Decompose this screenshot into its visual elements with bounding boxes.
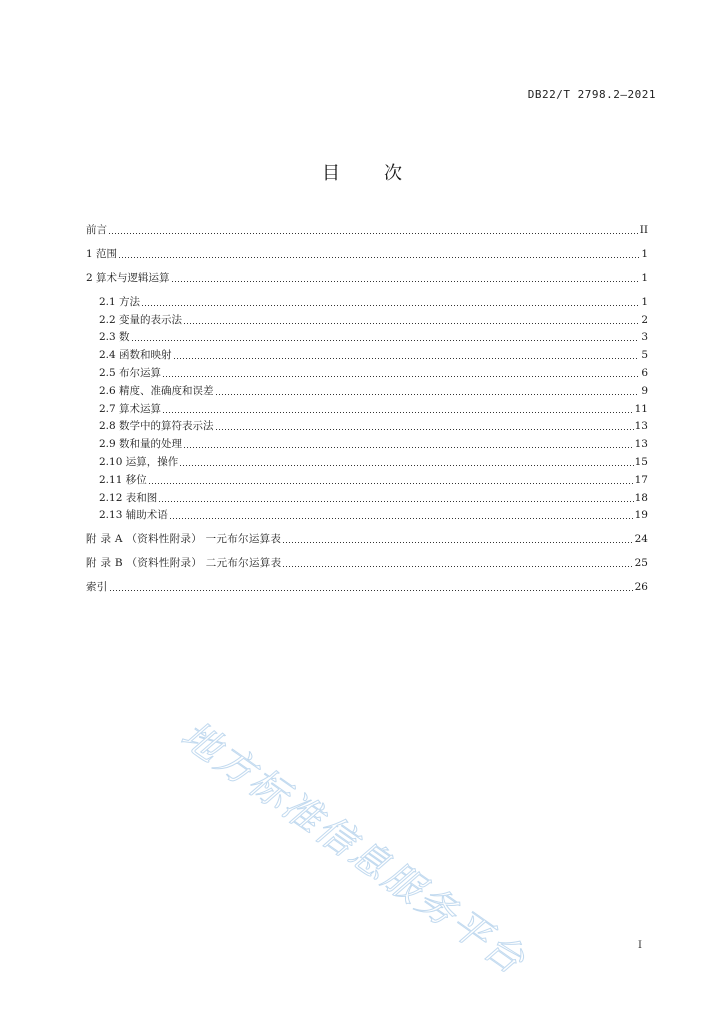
toc-entry-label: 2.3 数 xyxy=(99,331,130,344)
toc-entry-label: 2.6 精度、准确度和误差 xyxy=(99,384,214,397)
toc-entry-page: 18 xyxy=(634,491,648,504)
page-number: I xyxy=(638,940,642,951)
toc-entry-label: 索引 xyxy=(86,581,108,594)
toc-entry-label: 2.2 变量的表示法 xyxy=(99,313,183,326)
dot-leader xyxy=(282,542,633,543)
toc-entry-label: 1 范围 xyxy=(86,248,118,260)
toc-entry-label: 2.13 辅助术语 xyxy=(99,509,168,522)
dot-leader xyxy=(108,233,639,234)
toc-entry-label: 2.4 函数和映射 xyxy=(99,349,172,362)
toc-entry-2-4[interactable] xyxy=(86,343,648,361)
toc-entry-label: 2.5 布尔运算 xyxy=(99,366,162,379)
toc-entry-2-13[interactable] xyxy=(86,504,648,522)
toc-entry-appendix-a[interactable] xyxy=(86,521,648,545)
dot-leader xyxy=(183,323,639,324)
toc-entry-2-11[interactable] xyxy=(86,468,648,486)
toc-entry-page: 19 xyxy=(634,509,648,522)
dot-leader xyxy=(169,518,634,519)
dot-leader xyxy=(282,566,633,567)
toc-entry-page: 1 xyxy=(641,272,648,284)
toc-entry-page: 13 xyxy=(634,420,648,433)
toc-entry-preface[interactable] xyxy=(86,218,648,236)
dot-leader xyxy=(173,358,639,359)
dot-leader xyxy=(183,447,634,448)
title-char-1: 目 xyxy=(322,163,340,184)
toc-entry-2-6[interactable] xyxy=(86,379,648,397)
toc-entry-2-7[interactable] xyxy=(86,397,648,415)
dot-leader xyxy=(179,465,633,466)
toc-entry-label: 2.11 移位 xyxy=(99,473,147,486)
toc-entry-2-1[interactable] xyxy=(86,290,648,308)
dot-leader xyxy=(109,590,634,591)
dot-leader xyxy=(215,429,634,430)
toc-entry-label: 附 录 A （资料性附录） 一元布尔运算表 xyxy=(86,533,282,546)
dot-leader xyxy=(131,340,639,341)
toc-entry-page: 9 xyxy=(641,384,648,397)
title-char-2: 次 xyxy=(384,163,402,184)
toc-entry-label: 2.1 方法 xyxy=(99,295,141,308)
toc-entry-page: 6 xyxy=(641,366,648,379)
toc-entry-2-10[interactable] xyxy=(86,450,648,468)
table-of-contents xyxy=(86,218,648,593)
dot-leader xyxy=(215,394,639,395)
dot-leader xyxy=(141,305,639,306)
toc-entry-2-8[interactable] xyxy=(86,415,648,433)
watermark: 地方标准信息服务平台 xyxy=(173,712,535,984)
toc-entry-page: 25 xyxy=(634,557,648,570)
toc-entry-scope[interactable] xyxy=(86,242,648,260)
toc-entry-page: 13 xyxy=(634,438,648,451)
toc-entry-page: 1 xyxy=(641,295,648,308)
dot-leader xyxy=(162,412,634,413)
toc-entry-page: 26 xyxy=(634,581,648,594)
dot-leader xyxy=(171,281,639,282)
toc-entry-page: 24 xyxy=(634,533,648,546)
toc-entry-label: 2.7 算术运算 xyxy=(99,402,162,415)
toc-entry-2-2[interactable] xyxy=(86,308,648,326)
toc-entry-page: II xyxy=(639,224,648,236)
toc-entry-page: 3 xyxy=(641,331,648,344)
toc-entry-label: 前言 xyxy=(86,224,107,236)
dot-leader xyxy=(148,483,634,484)
toc-entry-appendix-b[interactable] xyxy=(86,545,648,569)
toc-entry-2-5[interactable] xyxy=(86,361,648,379)
toc-entry-label: 附 录 B （资料性附录） 二元布尔运算表 xyxy=(86,557,282,570)
toc-entry-page: 1 xyxy=(641,248,648,260)
toc-entry-page: 2 xyxy=(641,313,648,326)
toc-entry-2-3[interactable] xyxy=(86,326,648,344)
toc-entry-index[interactable] xyxy=(86,569,648,593)
dot-leader xyxy=(162,376,639,377)
toc-entry-label: 2.8 数学中的算符表示法 xyxy=(99,420,214,433)
page-title xyxy=(0,159,724,185)
toc-entry-2-12[interactable] xyxy=(86,486,648,504)
toc-entry-page: 11 xyxy=(634,402,648,415)
toc-entry-page: 5 xyxy=(641,349,648,362)
toc-entry-label: 2 算术与逻辑运算 xyxy=(86,272,170,284)
dot-leader xyxy=(118,257,639,258)
toc-entry-page: 15 xyxy=(634,455,648,468)
toc-entry-2-9[interactable] xyxy=(86,432,648,450)
dot-leader xyxy=(158,501,633,502)
toc-entry-label: 2.12 表和图 xyxy=(99,491,158,504)
toc-entry-label: 2.9 数和量的处理 xyxy=(99,438,183,451)
toc-entry-label: 2.10 运算，操作 xyxy=(99,455,179,468)
toc-entry-page: 17 xyxy=(634,473,648,486)
document-code: DB22/T 2798.2—2021 xyxy=(527,88,656,101)
toc-entry-section-2[interactable] xyxy=(86,266,648,284)
